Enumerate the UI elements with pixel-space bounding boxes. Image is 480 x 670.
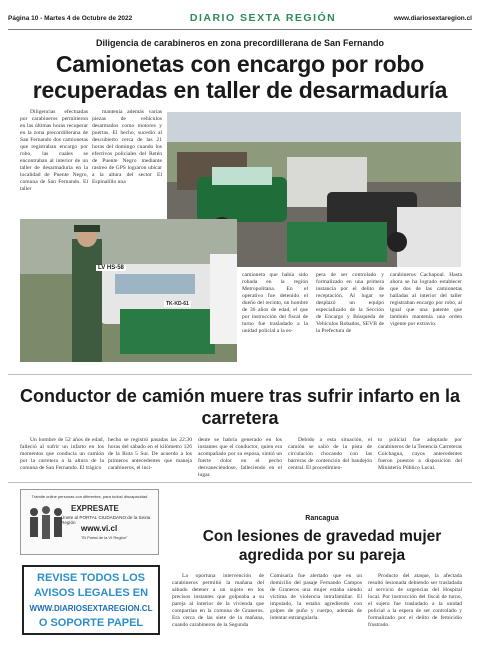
ad-portal-text: Únete al PORTAL CIUDADANO de la Sexta Región: [61, 515, 151, 525]
article3-kicker: Rancagua: [305, 515, 339, 522]
article1-col1: Diligencias efectuadas por carabineros permitieron en las últimas horas recuperar en la zona precordillerana de San Fernando dos camionetas que registraban encargo por robo, las cuales se encontraban al interior de un taller de desarmaduría en la localidad de Puente Negro, comuna de San Fernando. El taller: [20, 109, 88, 192]
article2-col3: dente se habría generado en los instantes que el conductor, quien era acompañado por su esposa, sintió un fuerte dolor en el pecho desvaneciéndose, falleciendo en el lugar.: [198, 437, 282, 478]
article1-col2: mantenía además varias piezas de vehículos desarmados como motores y puertas. El hecho, sucedió al descubierto cerca de las 21 horas del domingo cuando los efectivos policiales del Retén de Puente Negro mediante rastreo de GPS lograron ubicar a la altura del sector El Espinalillo una: [92, 109, 162, 185]
article2-col5: to policial fue adoptado por carabineros de la Tenencia Carreteras Colchagua, cuyos antecedentes fueron puestos a disposición del Ministerio Público Local.: [378, 437, 462, 471]
people-silhouettes-icon: [27, 504, 65, 548]
article2-headline: Conductor de camión muere tras sufrir infarto en la carretera: [19, 386, 461, 428]
article3-headline: Con lesiones de gravedad mujer agredida por su pareja: [202, 528, 442, 564]
legal-ad-line2: AVISOS LEGALES EN: [33, 587, 149, 599]
article1-col5: carabineros Cachapoal. Hasta ahora se ha logrado establecer que dos de las camionetas halladas al interior del taller registraban encargo por robo, al igual que una patente que también mantenía una orden vigente por extravío.: [390, 272, 462, 327]
photo-officer-truck: [20, 219, 237, 362]
article3-col2: Comisaría fue alertado que en un domicilio del pasaje Fernando Campos de Graneros una mujer estaba siendo víctima de violencia intrafamiliar. El imputado, la estaba agrediendo con golpes de puño y cuerpo, además de intentar estrangularla.: [270, 573, 362, 621]
article2-col4: Debido a esta situación, el camión se salió de la pista de circulación chocando con las barreras de contención del bandejón central. El procedimien-: [288, 437, 372, 471]
legal-ad-url[interactable]: WWW.DIARIOSEXTAREGION.CL: [29, 604, 153, 613]
ad-top-text: Trámite online personas con diferentes, para todos/ discapacidad: [31, 494, 148, 499]
article2-col1: Un hombre de 52 años de edad, falleció al sufrir un infarto en los momentos que conducía un camión por la carretera a la altura de la comuna de San Fernando. El trágico: [20, 437, 104, 471]
ad-web-url[interactable]: www.vi.cl: [81, 524, 118, 533]
license-plate-mid: TK-KD-61: [166, 301, 189, 307]
page-date: Página 10 - Martes 4 de Octubre de 2022: [8, 14, 133, 22]
legal-notices-ad[interactable]: [22, 565, 160, 635]
header-rule: [8, 29, 472, 30]
article1-col4: pera de ser controlado y formalizado en una primera instancia por el delito de receptación. Al lugar se desplazó un equipo especializado de la Sección de Encargo y Búsqueda de Vehículos Robados, SEVB de la Prefectura de: [316, 272, 384, 334]
page-header: [8, 6, 472, 30]
article2-col2: hecho se registró pasadas las 22:30 horas del sábado en el kilómetro 126 de la Ruta 5 Sur. De acuerdo a los primeros antecedentes que maneja carabineros, el inci-: [108, 437, 192, 471]
ad-web-tagline: "El Portal de la VI Región": [81, 535, 128, 540]
section-divider-2: [8, 482, 472, 483]
legal-ad-line3: O SOPORTE PAPEL: [38, 617, 144, 629]
website-link[interactable]: www.diariosextaregion.cl: [393, 14, 472, 22]
license-plate-left: LV HS-58: [98, 265, 124, 271]
article1-kicker: Diligencia de carabineros en zona precordillerana de San Fernando: [95, 38, 385, 48]
article1-col3: camioneta que había sido robada en la región Metropolitana. En el operativo fue detenido el dueño del recinto, un hombre de 36 años de edad, el que por instrucción del fiscal de turno fue trasladado a la unidad policial a la es-: [242, 272, 308, 334]
portal-ciudadano-ad[interactable]: [20, 489, 159, 555]
section-divider-1: [8, 374, 472, 375]
legal-ad-line1: REVISE TODOS LOS: [37, 572, 145, 584]
article3-col3: Producto del ataque, la afectada resultó lesionada debiendo ser trasladada al servicio de urgencias del Hospital local. Por instrucción del fiscal de turno, el sujeto fue trasladado a la unidad policial a la espera de ser controlado y formalizado por el delito de femicidio frustrado.: [368, 573, 462, 628]
ad-expresate: EXPRESATE: [71, 504, 119, 513]
masthead: DIARIO SEXTA REGIÓN: [189, 12, 337, 24]
article3-col1: La oportuna intervención de carabineros permitió la mañana del sábado detener a un sujeto en los precisos instantes que golpeaba a su pareja al interior de la vivienda que compartían en la comuna de Graneros. Era cerca de las siete de la mañana, cuando carabineros de la Segunda: [172, 573, 264, 628]
article1-headline: Camionetas con encargo por robo recuperadas en taller de desarmaduría: [32, 51, 448, 103]
